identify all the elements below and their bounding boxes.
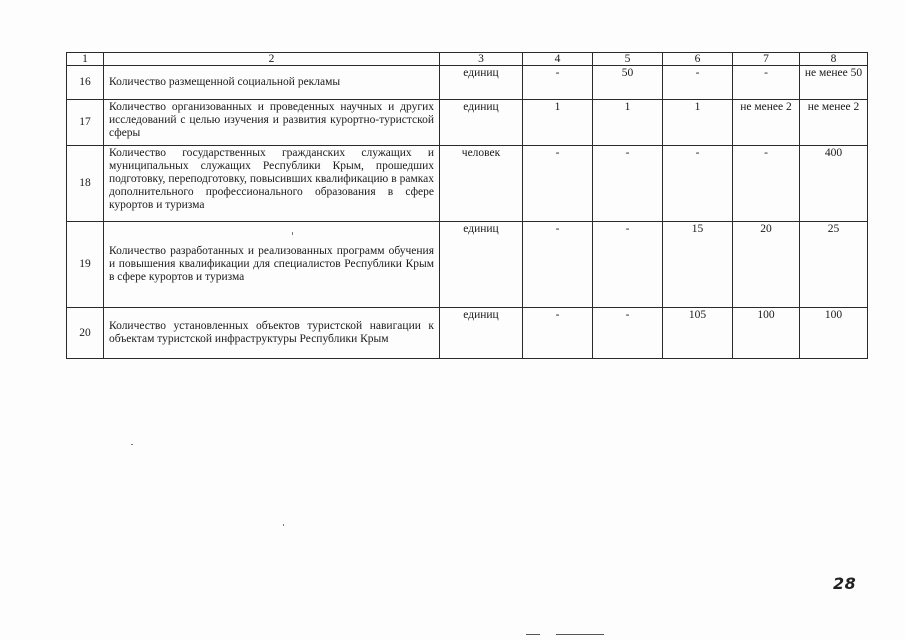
page-number: 28: [833, 574, 857, 593]
value-col-8: не менее 2: [800, 100, 868, 146]
row-number: 19: [67, 222, 104, 308]
value-col-8: 400: [800, 146, 868, 222]
header-cell-5: 5: [593, 53, 663, 66]
table-row: [67, 66, 868, 100]
header-cell-2: 2: [104, 53, 440, 66]
header-cell-4: 4: [523, 53, 593, 66]
value-col-6: 105: [663, 308, 733, 359]
table-row: [67, 100, 868, 146]
indicators-table: [66, 52, 868, 359]
indicator-name: Количество установленных объектов туристской навигации к объектам туристской инфраструктуры Республики Крым: [104, 308, 440, 359]
header-cell-6: 6: [663, 53, 733, 66]
scan-speck: [131, 444, 133, 445]
indicator-name: Количество государственных гражданских служащих и муниципальных служащих Республики Крым, прошедших подготовку, переподготовку, повысивших квалификацию в рамках дополнительного профессионального образования в сфере курортов и туризма: [104, 146, 440, 222]
scan-line: [526, 634, 540, 635]
table-row: [67, 308, 868, 359]
row-number: 18: [67, 146, 104, 222]
header-cell-1: 1: [67, 53, 104, 66]
unit-cell: единиц: [440, 222, 523, 308]
indicator-name: Количество организованных и проведенных научных и других исследований с целью изучения и развития курортно-туристской сферы: [104, 100, 440, 146]
value-col-6: -: [663, 66, 733, 100]
header-cell-8: 8: [800, 53, 868, 66]
value-col-4: -: [523, 146, 593, 222]
value-col-8: 25: [800, 222, 868, 308]
scan-line: [556, 634, 604, 635]
value-col-7: -: [733, 66, 800, 100]
value-col-6: 1: [663, 100, 733, 146]
value-col-7: -: [733, 146, 800, 222]
value-col-4: 1: [523, 100, 593, 146]
value-col-6: 15: [663, 222, 733, 308]
value-col-8: не менее 50: [800, 66, 868, 100]
indicator-name: Количество разработанных и реализованных программ обучения и повышения квалификации для специалистов Республики Крым в сфере курортов и туризма: [104, 222, 440, 308]
row-number: 20: [67, 308, 104, 359]
header-cell-3: 3: [440, 53, 523, 66]
value-col-5: -: [593, 222, 663, 308]
value-col-7: 20: [733, 222, 800, 308]
row-number: 17: [67, 100, 104, 146]
unit-cell: единиц: [440, 100, 523, 146]
value-col-5: 50: [593, 66, 663, 100]
header-cell-7: 7: [733, 53, 800, 66]
unit-cell: единиц: [440, 66, 523, 100]
value-col-5: 1: [593, 100, 663, 146]
value-col-7: 100: [733, 308, 800, 359]
unit-cell: человек: [440, 146, 523, 222]
value-col-7: не менее 2: [733, 100, 800, 146]
indicator-name: Количество размещенной социальной рекламы: [104, 66, 440, 100]
value-col-5: -: [593, 308, 663, 359]
row-number: 16: [67, 66, 104, 100]
value-col-6: -: [663, 146, 733, 222]
scan-speck: [283, 524, 284, 526]
table-row: [67, 222, 868, 308]
scan-speck: [292, 232, 293, 235]
value-col-4: -: [523, 222, 593, 308]
value-col-4: -: [523, 308, 593, 359]
value-col-4: -: [523, 66, 593, 100]
unit-cell: единиц: [440, 308, 523, 359]
table-row: [67, 146, 868, 222]
value-col-8: 100: [800, 308, 868, 359]
value-col-5: -: [593, 146, 663, 222]
table-header-row: [67, 53, 868, 66]
